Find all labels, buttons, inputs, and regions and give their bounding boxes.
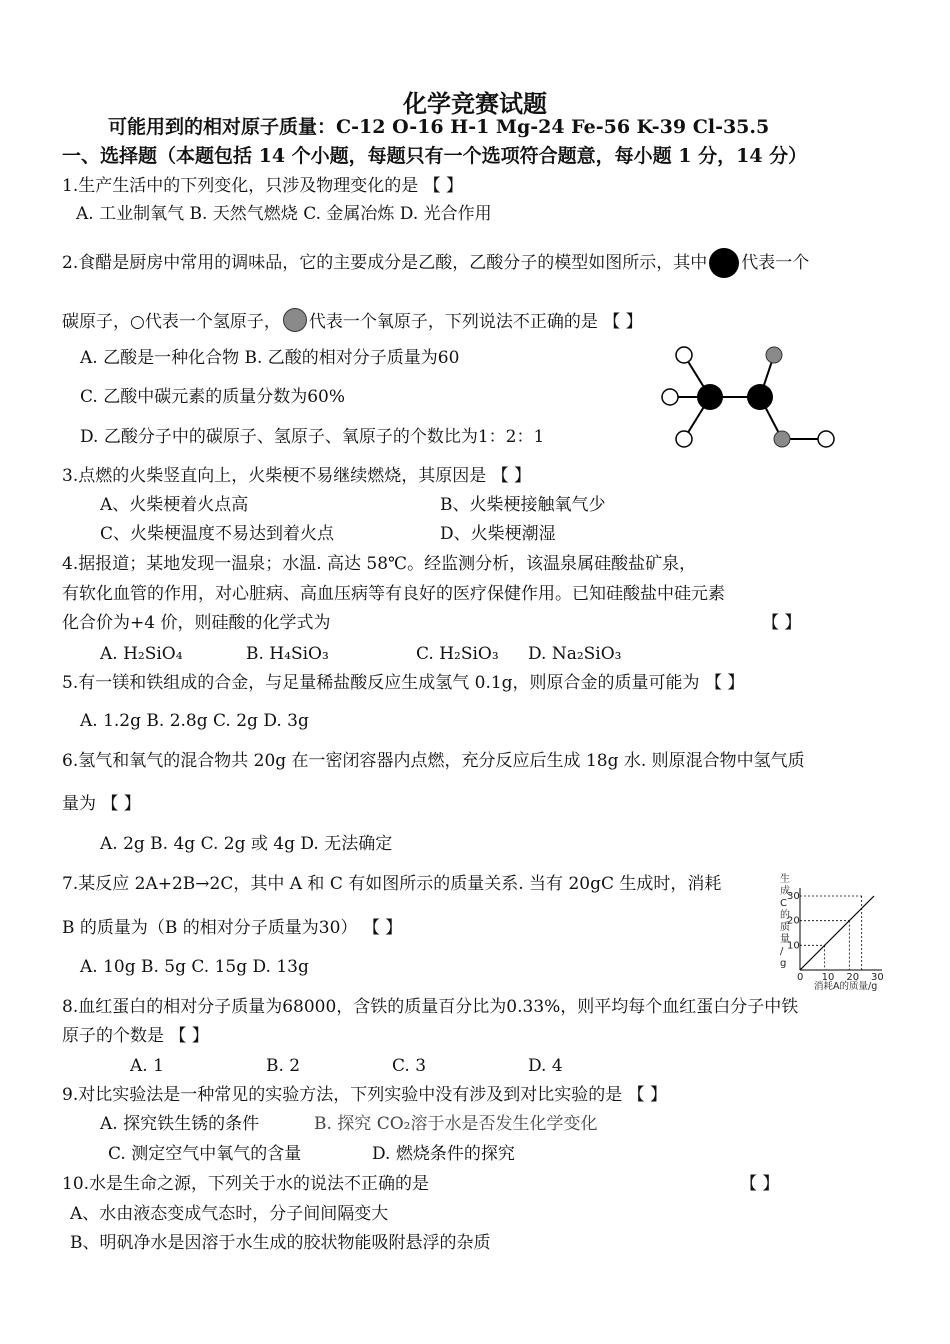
oxygen-atom [774,431,790,447]
q4-option-a: A. H₂SiO₄ [100,644,183,664]
hydrogen-atom [818,431,834,447]
q3-option-d: D、火柴梗潮湿 [440,524,556,544]
chart-ylabel: 生成 C 的质量/ g [780,874,790,969]
q7-line2: B 的质量为（B 的相对分子质量为30） 【 】 [62,918,403,938]
q8-option-c: C. 3 [392,1056,427,1076]
q3-option-a: A、火柴梗着火点高 [100,495,249,515]
chart-y-tick: 30 [787,891,800,902]
q9-option-b: B. 探究 CO₂溶于水是否发生化学变化 [314,1114,598,1134]
chart-y-tick: 10 [787,940,800,952]
q4-option-c: C. H₂SiO₃ [416,644,499,664]
q9-stem: 9.对比实验法是一种常见的实验方法，下列实验中没有涉及到对比实验的是 【 】 [62,1085,668,1105]
q1-options: A. 工业制氧气 B. 天然气燃烧 C. 金属冶炼 D. 光合作用 [76,204,492,224]
chart-y-tick: 20 [787,915,800,927]
atomic-masses: 可能用到的相对原子质量：C-12 O-16 H-1 Mg-24 Fe-56 K-39 Cl-35.5 [108,116,770,138]
oxygen-atom [766,347,782,363]
q2-option-c: C. 乙酸中碳元素的质量分数为60% [80,387,345,407]
q10-option-b: B、明矾净水是因溶于水生成的胶状物能吸附悬浮的杂质 [70,1233,491,1253]
q10-answer-bracket: 【 】 [740,1174,780,1194]
q8-line2: 原子的个数是 【 】 [62,1026,209,1046]
q2-line1-text: 2.食醋是厨房中常用的调味品，它的主要成分是乙酸，乙酸分子的模型如图所示，其中 [62,253,708,273]
acetic-acid-molecule-diagram [652,335,852,455]
q4-line1: 4.据报道；某地发现一温泉；水温. 高达 58℃。经监测分析，该温泉属硅酸盐矿泉， [62,554,697,574]
q8-option-a: A. 1 [130,1056,164,1076]
q2-line2-end: 代表一个氧原子，下列说法不正确的是 【 】 [308,312,643,332]
page-title: 化学竞赛试题 [403,89,547,118]
q2-line1 [62,248,809,278]
q8-line1: 8.血红蛋白的相对分子质量为68000，含铁的质量百分比为0.33%，则平均每个血红蛋白分子中铁 [62,997,799,1017]
q1-stem: 1.生产生活中的下列变化，只涉及物理变化的是 【 】 [62,176,464,196]
q2-option-ab: A. 乙酸是一种化合物 B. 乙酸的相对分子质量为60 [80,348,460,368]
q4-option-b: B. H₄SiO₃ [246,644,329,664]
q9-option-a: A. 探究铁生锈的条件 [100,1114,260,1134]
q3-option-b: B、火柴梗接触氧气少 [440,495,606,515]
chart-x-tick: 0 [797,972,804,983]
carbon-atom-icon [709,248,739,278]
carbon-atom [697,384,723,410]
q9-option-d: D. 燃烧条件的探究 [372,1144,515,1164]
q4-line3: 化合价为+4 价，则硅酸的化学式为 [62,613,331,633]
q8-option-b: B. 2 [266,1056,301,1076]
chart-x-tick: 20 [846,972,860,983]
q2-line1-end: 代表一个 [741,253,810,273]
q3-option-c: C、火柴梗温度不易达到着火点 [100,524,335,544]
q10-stem: 10.水是生命之源，下列关于水的说法不正确的是 [62,1174,430,1194]
mass-relation-chart [770,868,894,992]
hydrogen-atom [662,389,678,405]
q4-line2: 有软化血管的作用，对心脏病、高血压病等有良好的医疗保健作用。已知硅酸盐中硅元素 [62,584,725,604]
q7-line1: 7.某反应 2A+2B→2C，其中 A 和 C 有如图所示的质量关系. 当有 20gC 生成时，消耗 [62,874,722,894]
oxygen-atom-icon [283,308,307,332]
chart-xlabel: 消耗A的质量/g [814,981,878,992]
chart-x-tick: 30 [871,972,884,983]
hydrogen-atom [676,431,692,447]
q9-option-c: C. 测定空气中氧气的含量 [108,1144,302,1164]
chart-series-line [800,896,874,970]
q4-answer-bracket: 【 】 [762,613,802,633]
q7-options: A. 10g B. 5g C. 15g D. 13g [80,957,309,977]
q2-line2 [62,308,643,333]
q3-stem: 3.点燃的火柴竖直向上，火柴梗不易继续燃烧，其原因是 【 】 [62,466,532,486]
q2-line2-text: 碳原子，○代表一个氢原子， [62,312,281,332]
q6-line1: 6.氢气和氧气的混合物共 20g 在一密闭容器内点燃，充分反应后生成 18g 水. 则原混合物中氢气质 [62,751,805,771]
q10-option-a: A、水由液态变成气态时，分子间间隔变大 [70,1204,389,1224]
carbon-atom [747,384,773,410]
q5-stem: 5.有一镁和铁组成的合金，与足量稀盐酸反应生成氢气 0.1g，则原合金的质量可能为 【 】 [62,673,745,693]
q5-options: A. 1.2g B. 2.8g C. 2g D. 3g [80,711,309,731]
hydrogen-atom [676,347,692,363]
q4-option-d: D. Na₂SiO₃ [528,644,622,664]
q2-option-d: D. 乙酸分子中的碳原子、氢原子、氧原子的个数比为1：2：1 [80,427,545,447]
q6-options: A. 2g B. 4g C. 2g 或 4g D. 无法确定 [100,834,393,854]
q8-option-d: D. 4 [528,1056,563,1076]
section-heading: 一、选择题（本题包括 14 个小题，每题只有一个选项符合题意，每小题 1 分，14 分） [62,145,808,167]
chart-x-tick: 10 [821,972,835,983]
q6-line2: 量为 【 】 [62,794,141,814]
